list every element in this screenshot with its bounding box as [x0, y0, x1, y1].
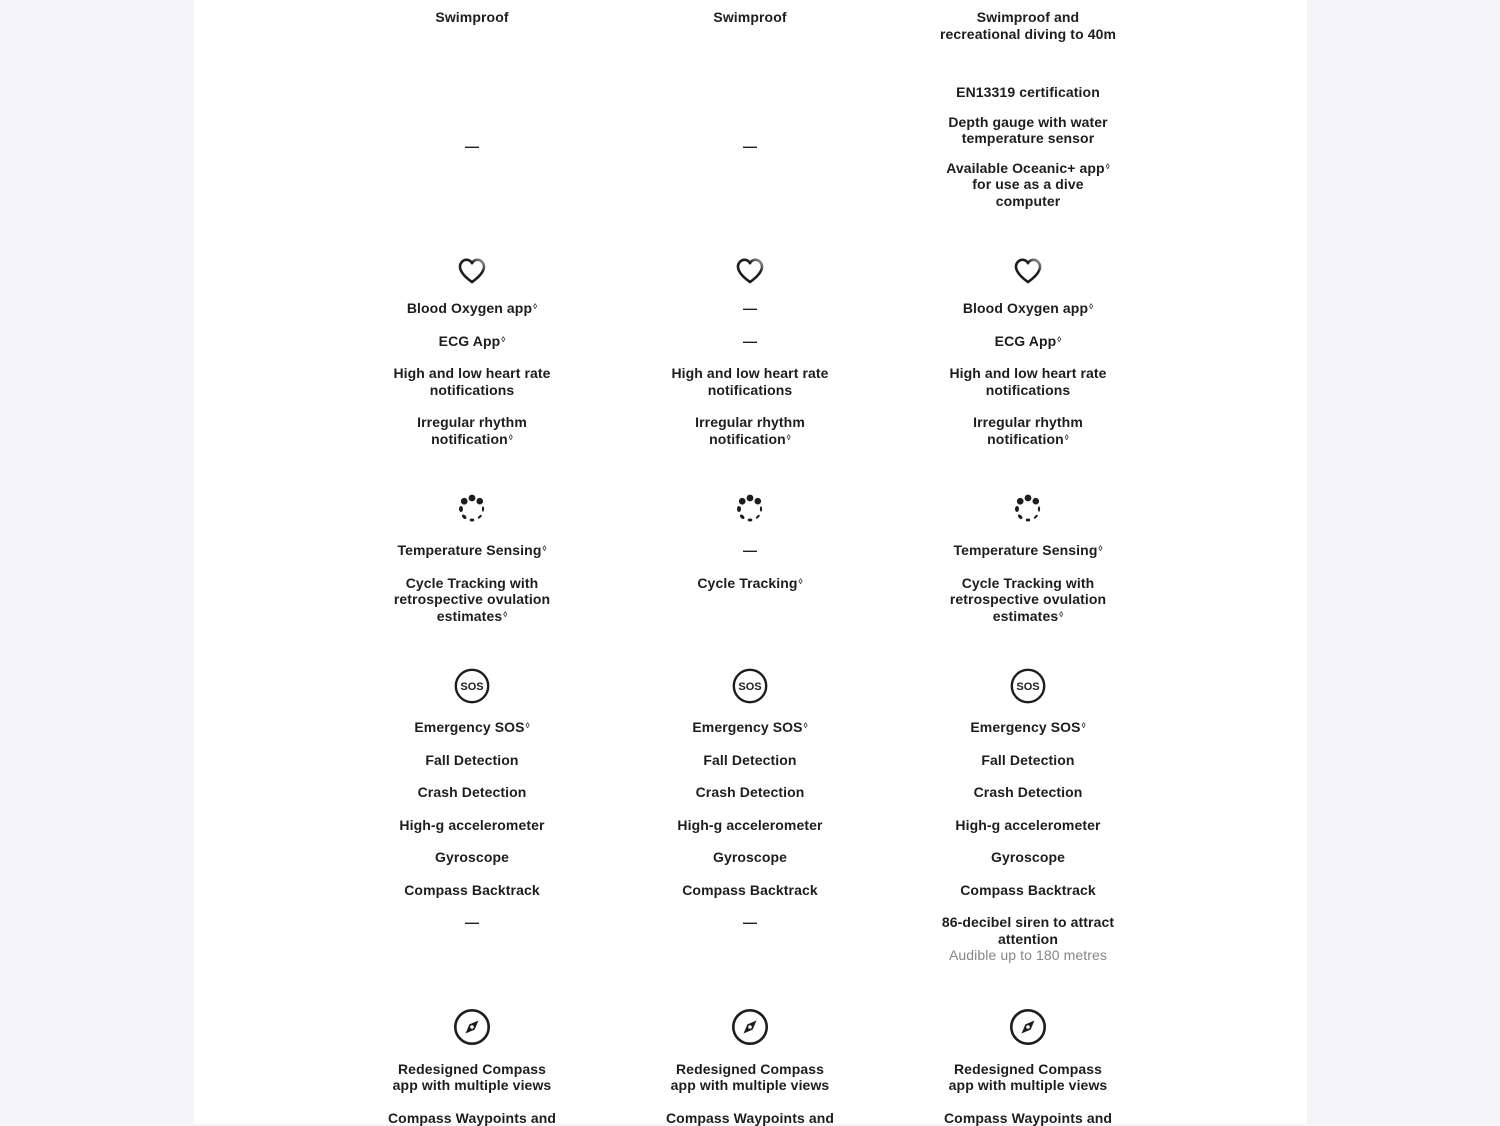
feature-value: [333, 849, 611, 866]
feature-text: Compass Backtrack: [611, 882, 889, 899]
feature-value: [333, 817, 611, 834]
feature-value: [889, 333, 1167, 350]
section-icon-row: [333, 490, 1167, 528]
feature-text: for use as a dive: [889, 176, 1167, 193]
feature-row: [333, 365, 1167, 398]
feature-text: Temperature Sensing◊: [889, 542, 1167, 559]
feature-text: Available Oceanic+ app◊: [889, 160, 1167, 177]
compass-icon: [333, 1007, 611, 1047]
feature-text: —: [611, 300, 889, 317]
feature-value: [333, 752, 611, 769]
not-included-dash: [611, 542, 889, 559]
feature-value: [611, 414, 889, 447]
feature-value: [889, 414, 1167, 447]
feature-text: High-g accelerometer: [889, 817, 1167, 834]
feature-value: [889, 784, 1167, 801]
feature-text: notifications: [611, 382, 889, 399]
feature-value: [333, 333, 611, 350]
feature-value: [333, 784, 611, 801]
feature-text: app with multiple views: [611, 1077, 889, 1094]
feature-text: retrospective ovulation: [889, 591, 1167, 608]
feature-row: [333, 84, 1167, 209]
feature-value: [333, 9, 611, 26]
feature-text: Gyroscope: [889, 849, 1167, 866]
temperature-icon: [333, 490, 611, 528]
feature-text: Gyroscope: [333, 849, 611, 866]
feature-text: Swimproof and: [889, 9, 1167, 26]
feature-text: Emergency SOS◊: [889, 719, 1167, 736]
feature-text: High-g accelerometer: [611, 817, 889, 834]
feature-text: High and low heart rate: [333, 365, 611, 382]
feature-text: Cycle Tracking with: [333, 575, 611, 592]
feature-row: [333, 575, 1167, 625]
feature-text: Blood Oxygen app◊: [333, 300, 611, 317]
section-icon-row: [333, 1007, 1167, 1047]
feature-text: notifications: [889, 382, 1167, 399]
footnote-symbol: ◊: [533, 302, 537, 311]
section-compass: [333, 1007, 1167, 1126]
feature-value: [611, 719, 889, 736]
feature-text: Swimproof: [333, 9, 611, 26]
feature-value: [611, 882, 889, 899]
heart-icon: [333, 252, 611, 286]
feature-text: Fall Detection: [889, 752, 1167, 769]
comparison-table: [333, 9, 1167, 1126]
feature-text: —: [611, 542, 889, 559]
feature-text: Redesigned Compass: [333, 1061, 611, 1078]
feature-value: [333, 414, 611, 447]
footnote-symbol: ◊: [501, 335, 505, 344]
feature-row: [333, 333, 1167, 350]
feature-value: [889, 9, 1167, 42]
feature-value: [333, 575, 611, 625]
feature-value: [889, 914, 1167, 964]
feature-text: estimates◊: [889, 608, 1167, 625]
feature-text: ECG App◊: [333, 333, 611, 350]
feature-value: [333, 365, 611, 398]
heart-icon: [611, 252, 889, 286]
feature-value: [889, 752, 1167, 769]
footnote-symbol: ◊: [526, 721, 530, 730]
footnote-symbol: ◊: [542, 544, 546, 553]
feature-row: [333, 752, 1167, 769]
feature-value: [889, 575, 1167, 625]
feature-value: [889, 882, 1167, 899]
feature-text: Blood Oxygen app◊: [889, 300, 1167, 317]
feature-text: —: [333, 914, 611, 931]
not-included-dash: [611, 300, 889, 317]
not-included-dash: [611, 914, 889, 931]
feature-value: [889, 719, 1167, 736]
footnote-symbol: ◊: [787, 433, 791, 442]
feature-text: attention: [889, 931, 1167, 948]
feature-value: [611, 849, 889, 866]
footnote-symbol: ◊: [503, 610, 507, 619]
feature-value: [333, 882, 611, 899]
section-icon-row: [333, 252, 1167, 286]
heart-icon: [889, 252, 1167, 286]
feature-text: Redesigned Compass: [611, 1061, 889, 1078]
feature-text: Depth gauge with water: [889, 114, 1167, 131]
feature-text: computer: [889, 193, 1167, 210]
feature-text: Fall Detection: [333, 752, 611, 769]
page-content: [194, 0, 1307, 1124]
not-included-dash: [611, 138, 889, 155]
feature-text: notification◊: [333, 431, 611, 448]
feature-text: Irregular rhythm: [889, 414, 1167, 431]
feature-value: [333, 719, 611, 736]
feature-value: [611, 9, 889, 26]
feature-text: notification◊: [889, 431, 1167, 448]
footnote-symbol: ◊: [1082, 721, 1086, 730]
feature-text: Redesigned Compass: [889, 1061, 1167, 1078]
feature-text: —: [611, 138, 889, 155]
temperature-icon: [889, 490, 1167, 528]
compass-icon: [889, 1007, 1167, 1047]
feature-row: [333, 542, 1167, 559]
feature-text: Swimproof: [611, 9, 889, 26]
feature-value: [889, 300, 1167, 317]
feature-text: recreational diving to 40m: [889, 26, 1167, 43]
feature-value: [889, 817, 1167, 834]
feature-row: [333, 914, 1167, 964]
sos-icon: [333, 667, 611, 705]
feature-text: Emergency SOS◊: [611, 719, 889, 736]
feature-value: [611, 365, 889, 398]
feature-row: [333, 9, 1167, 42]
feature-row: [333, 817, 1167, 834]
sos-icon: [889, 667, 1167, 705]
feature-text: Emergency SOS◊: [333, 719, 611, 736]
feature-text: estimates◊: [333, 608, 611, 625]
feature-row: [333, 300, 1167, 317]
feature-row: [333, 414, 1167, 447]
feature-text: Crash Detection: [611, 784, 889, 801]
feature-text: High and low heart rate: [889, 365, 1167, 382]
not-included-dash: [333, 914, 611, 931]
feature-text: Compass Waypoints and: [333, 1110, 611, 1126]
temperature-icon: [611, 490, 889, 528]
feature-text: Compass Backtrack: [889, 882, 1167, 899]
svg-text:SOS: SOS: [460, 681, 483, 693]
feature-text: EN13319 certification: [889, 84, 1167, 101]
feature-text: Cycle Tracking◊: [611, 575, 889, 592]
section-water-resistance: [333, 9, 1167, 209]
compass-icon: [611, 1007, 889, 1047]
footnote-symbol: ◊: [1106, 162, 1110, 171]
feature-value: [333, 1061, 611, 1094]
feature-text: app with multiple views: [333, 1077, 611, 1094]
svg-text:SOS: SOS: [1016, 681, 1039, 693]
not-included-dash: [333, 138, 611, 155]
feature-text: ECG App◊: [889, 333, 1167, 350]
feature-text: temperature sensor: [889, 130, 1167, 147]
footnote-symbol: ◊: [509, 433, 513, 442]
feature-text: —: [611, 333, 889, 350]
feature-text: —: [333, 138, 611, 155]
footnote-symbol: ◊: [1065, 433, 1069, 442]
feature-text: Temperature Sensing◊: [333, 542, 611, 559]
feature-text: Crash Detection: [333, 784, 611, 801]
feature-text: Gyroscope: [611, 849, 889, 866]
feature-row: [333, 849, 1167, 866]
feature-text: Crash Detection: [889, 784, 1167, 801]
footnote-symbol: ◊: [804, 721, 808, 730]
feature-value: [333, 542, 611, 559]
feature-row: [333, 1061, 1167, 1094]
feature-text: Irregular rhythm: [611, 414, 889, 431]
feature-text: Compass Waypoints and: [611, 1110, 889, 1126]
feature-text: High and low heart rate: [611, 365, 889, 382]
footnote-symbol: ◊: [1098, 544, 1102, 553]
feature-text: —: [611, 914, 889, 931]
feature-text: Compass Backtrack: [333, 882, 611, 899]
feature-value: [611, 575, 889, 592]
feature-value: [611, 1061, 889, 1094]
section-icon-row: [333, 667, 1167, 705]
feature-value: [611, 817, 889, 834]
section-safety-features: [333, 667, 1167, 964]
feature-subtext: Audible up to 180 metres: [889, 947, 1167, 964]
feature-value: [889, 1061, 1167, 1094]
feature-text: 86-decibel siren to attract: [889, 914, 1167, 931]
footnote-symbol: ◊: [1057, 335, 1061, 344]
sos-icon: [611, 667, 889, 705]
feature-row: [333, 719, 1167, 736]
feature-text: notification◊: [611, 431, 889, 448]
section-heart-health: [333, 252, 1167, 447]
feature-row: [333, 784, 1167, 801]
feature-value: [889, 849, 1167, 866]
not-included-dash: [611, 333, 889, 350]
feature-row: [333, 882, 1167, 899]
section-temperature-cycle-tracking: [333, 490, 1167, 624]
feature-value: [333, 300, 611, 317]
feature-text: Cycle Tracking with: [889, 575, 1167, 592]
feature-text: Fall Detection: [611, 752, 889, 769]
svg-text:SOS: SOS: [738, 681, 761, 693]
feature-value: [889, 84, 1167, 209]
feature-text: High-g accelerometer: [333, 817, 611, 834]
feature-value: [611, 752, 889, 769]
feature-text: retrospective ovulation: [333, 591, 611, 608]
feature-text: app with multiple views: [889, 1077, 1167, 1094]
feature-value: [611, 784, 889, 801]
feature-text: Compass Waypoints and: [889, 1110, 1167, 1126]
footnote-symbol: ◊: [1059, 610, 1063, 619]
feature-value: [889, 365, 1167, 398]
footnote-symbol: ◊: [799, 577, 803, 586]
feature-text: notifications: [333, 382, 611, 399]
feature-value: [889, 542, 1167, 559]
footnote-symbol: ◊: [1089, 302, 1093, 311]
feature-text: Irregular rhythm: [333, 414, 611, 431]
